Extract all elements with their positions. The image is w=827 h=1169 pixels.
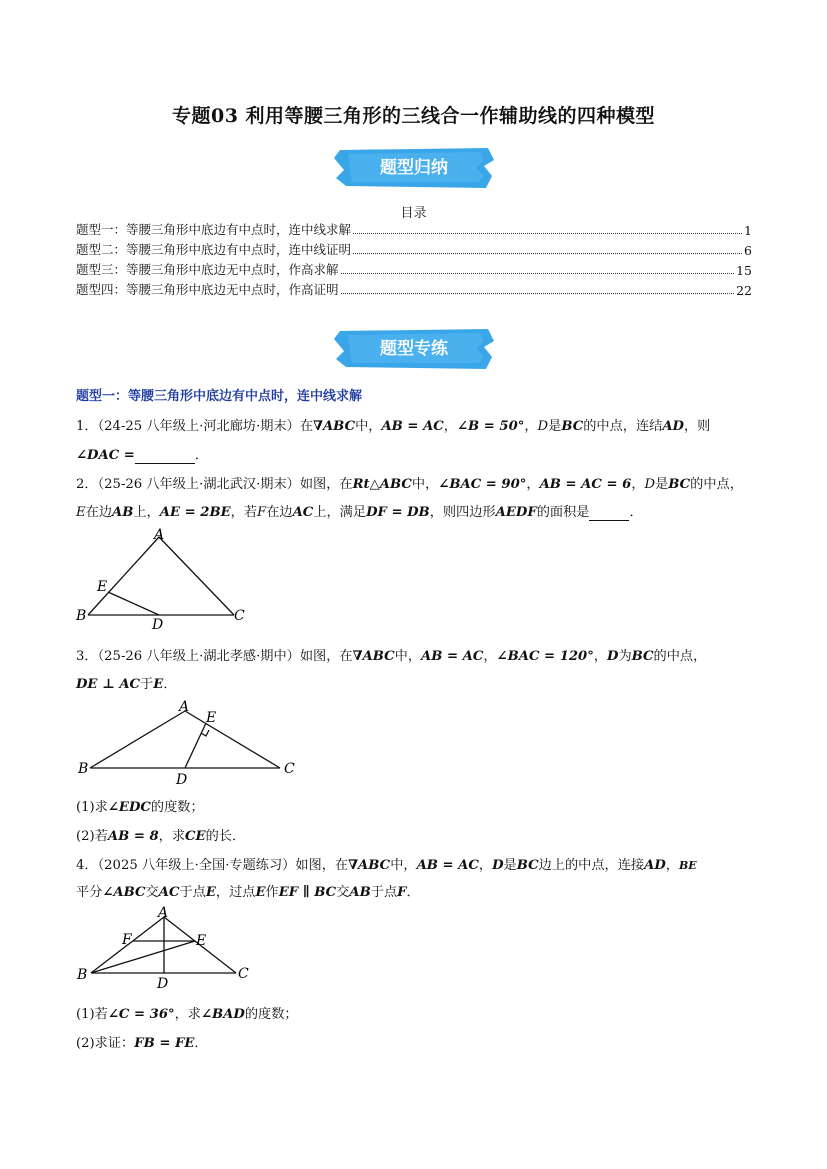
banner-summary: [334, 146, 494, 190]
svg-text:C: C: [234, 608, 245, 624]
toc-item[interactable]: [76, 240, 752, 258]
question-3-part-1: (1)求∠EDC的度数；: [76, 800, 204, 815]
svg-text:E: E: [97, 579, 108, 595]
banner-practice: [334, 327, 494, 371]
toc-leader: [341, 293, 735, 294]
answer-blank[interactable]: [135, 448, 195, 464]
svg-text:C: C: [238, 966, 249, 982]
toc-item-label: 题型四：等腰三角形中底边无中点时，作高证明: [76, 282, 339, 297]
svg-text:B: B: [76, 608, 87, 624]
question-4-line-2: 平分∠ABC交AC于点E，过点E作EF ∥ BC交AB于点F．: [76, 885, 420, 900]
svg-text:F: F: [122, 932, 132, 948]
toc-item[interactable]: [76, 260, 752, 278]
question-3-part-2: (2)若AB = 8，求CE的长．: [76, 829, 246, 844]
question-2-line-1: 2．（25-26 八年级上·湖北武汉·期末）如图，在Rt△ABC中，∠BAC = 90°，AB = AC = 6，D是BC的中点，: [76, 477, 743, 492]
toc-item[interactable]: [76, 220, 752, 238]
svg-text:A: A: [154, 527, 165, 543]
section-heading: 题型一：等腰三角形中底边有中点时，连中线求解: [76, 389, 363, 404]
toc-leader: [353, 233, 742, 234]
toc-item-label: 题型三：等腰三角形中底边无中点时，作高求解: [76, 262, 339, 277]
figure-q2: [70, 525, 260, 635]
svg-text:C: C: [284, 761, 295, 777]
toc-item-label: 题型二：等腰三角形中底边有中点时，连中线证明: [76, 242, 352, 257]
svg-text:E: E: [206, 710, 217, 726]
question-4-line-1: 4．（2025 八年级上·全国·专题练习）如图，在∇ABC中，AB = AC，D是BC边上的中点，连接AD，BE: [76, 858, 697, 873]
figure-q4: [72, 905, 262, 995]
banner-practice-label: 题型专练: [380, 339, 448, 359]
question-1-line-1: 1．（24-25 八年级上·河北廊坊·期末）在∇ABC中，AB = AC，∠B = 50°，D是BC的中点，连结AD，则: [76, 419, 711, 434]
question-4-part-1: (1)若∠C = 36°，求∠BAD的度数；: [76, 1007, 298, 1022]
svg-text:A: A: [179, 699, 190, 715]
question-1-line-2: ∠DAC = ．: [76, 448, 209, 463]
svg-text:A: A: [158, 905, 169, 921]
svg-text:D: D: [176, 772, 188, 788]
toc-leader: [341, 273, 735, 274]
question-4-part-2: (2)求证：FB = FE．: [76, 1036, 208, 1051]
toc-item-label: 题型一：等腰三角形中底边有中点时，连中线求解: [76, 222, 352, 237]
question-3-line-2: DE ⊥ AC于E．: [76, 677, 177, 692]
svg-text:D: D: [152, 617, 164, 633]
toc-leader: [353, 253, 742, 254]
svg-text:D: D: [157, 976, 169, 992]
question-2-line-2: E在边AB上，AE = 2BE，若F在边AC上，满足DF = DB，则四边形AEDF的面积是 ．: [76, 505, 643, 520]
toc-item-page: 6: [744, 243, 752, 258]
toc-heading: 目录: [400, 206, 427, 221]
question-3-line-1: 3．（25-26 八年级上·湖北孝感·期中）如图，在∇ABC中，AB = AC，∠BAC = 120°，D为BC的中点，: [76, 649, 707, 664]
banner-summary-label: 题型归纳: [380, 158, 448, 178]
figure-q3: [72, 695, 302, 790]
page-title: 专题03 利用等腰三角形的三线合一作辅助线的四种模型: [171, 105, 656, 127]
toc-item[interactable]: [76, 280, 752, 298]
toc-item-page: 22: [736, 283, 752, 298]
svg-text:B: B: [77, 967, 88, 983]
svg-text:E: E: [196, 933, 207, 949]
toc-item-page: 15: [736, 263, 752, 278]
answer-blank[interactable]: [589, 505, 629, 521]
toc-item-page: 1: [744, 223, 752, 238]
svg-text:B: B: [78, 761, 89, 777]
